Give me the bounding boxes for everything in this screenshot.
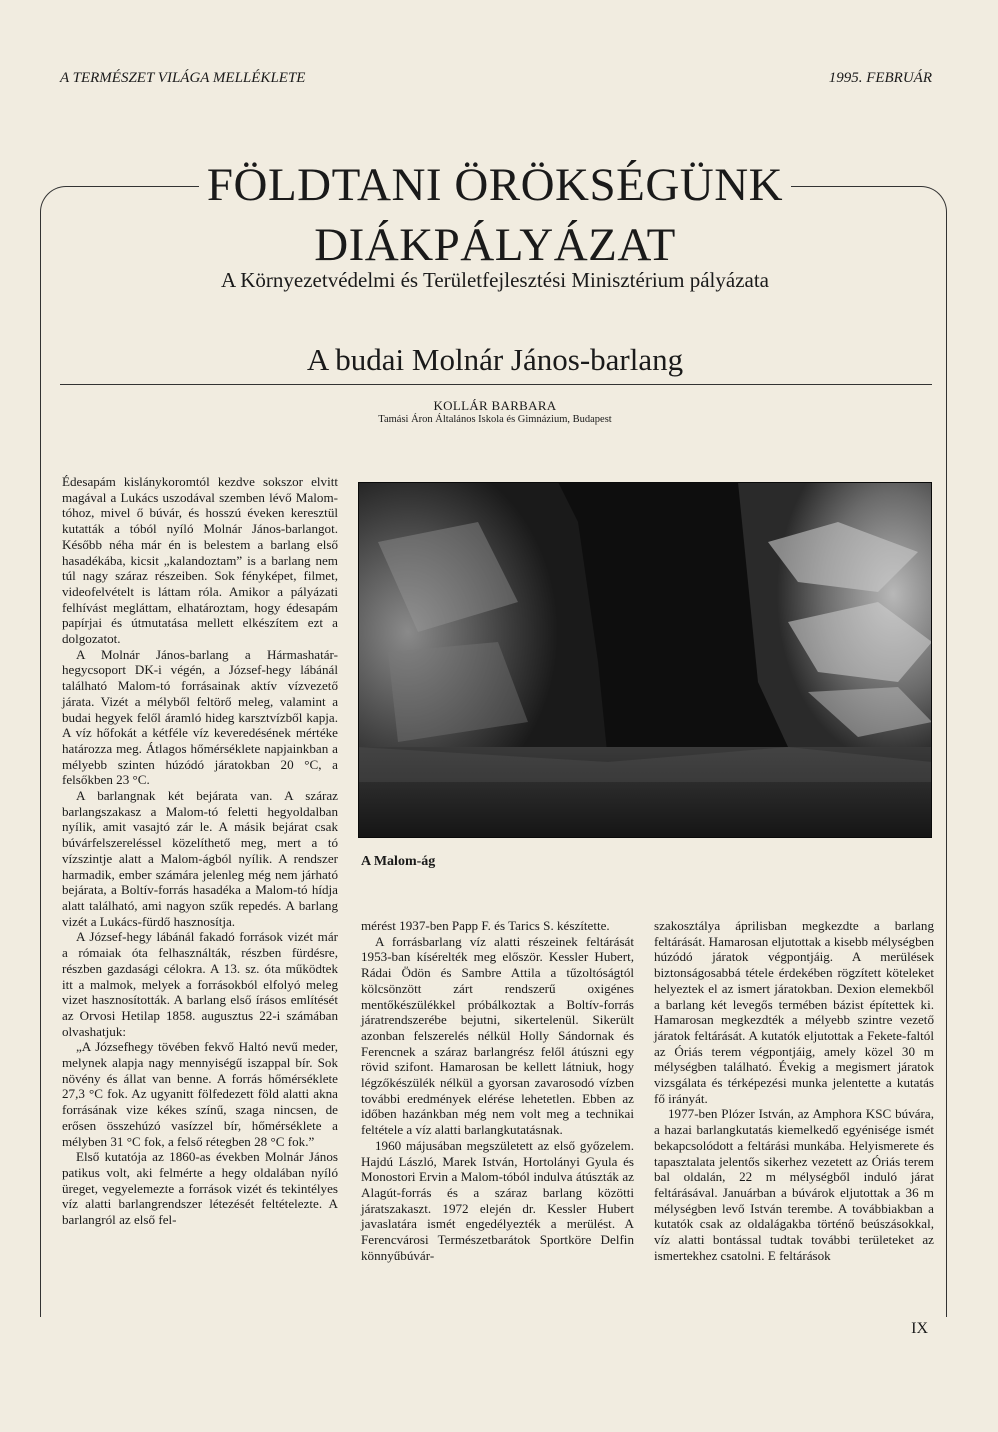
subtitle: A Környezetvédelmi és Területfejlesztési Minisztérium pályázata: [220, 268, 770, 292]
paragraph: A Molnár János-barlang a Hármashatár-hegycsoport DK-i végén, a József-hegy lábánál található Malom-tó forrásainak aktív vízvezető járata. Vizét a mélyből feltörő meleg, valamint a budai hegyek felől áramló hideg karsztvízből kapja. A víz hőfokát a kétféle víz keveredésének mértéke határozza meg. Átlagos hőmérséklete napjainkban a mélyebb szinten húzódó járatokban 20 °C, a felsőkben 23 °C.: [62, 646, 338, 788]
article-title: A budai Molnár János-barlang: [306, 342, 684, 377]
author: KOLLÁR BARBARA: [433, 398, 557, 413]
paragraph: mérést 1937-ben Papp F. és Tarics S. készítette.: [361, 918, 610, 933]
affiliation: Tamási Áron Általános Iskola és Gimnázium, Budapest: [378, 414, 612, 425]
photo-caption: A Malom-ág: [361, 854, 436, 869]
paragraph: A József-hegy lábánál fakadó források vizét már a rómaiak óta felhasználták, részben fürdésre, részben gazdasági célokra. A 13. sz. óta működtek itt a malmok, melyek a forrásokból elfolyó meleg vizet hasznosították. A barlang első írásos említését az Orvosi Hetilap 1858. augusztus 22-i számában olvashatjuk:: [62, 929, 338, 1039]
main-title-line2: DIÁKPÁLYÁZAT: [314, 219, 676, 271]
quote-paragraph: „A Józsefhegy tövében fekvő Haltó nevű meder, melynek alapja nagy mennyiségű iszappal bír. Sok növény és állat van benne. A forrás hőmérséklete 27,3 °C fok. Az ugyanitt fölfedezett föld alatti akna forrásának vize kékes színű, szaga nincsen, de erősen összehúzó vasízzel bír, hőmérséklete a mélyben 31 °C fok, a felső rétegben 28 °C fok.”: [62, 1039, 338, 1149]
paragraph: szakosztálya áprilisban megkezdte a barlang feltárását. Hamarosan eljutottak a kisebb mélységben húzódó járatok végpontjáig. A merülések biztonságosabbá tétele érdekében rögzített köteleket helyeztek el az ismert járatokban. Dexion elemekből a barlang két levegős termében bázist építettek ki. Hamarosan megkezdték a mélyebb szintre vezető járatok feltárását. A kutatók eljutottak a Fekete-faltól az Óriás terem végpontjáig, amely közel 30 m mélységben található. Évekig a megismert járatok vizsgálata és térképezési munka jelentette a kutatás fő irányát.: [654, 918, 934, 1106]
cave-photo-image: [358, 482, 932, 838]
paragraph: A forrásbarlang víz alatti részeinek feltárását 1953-ban kísérelték meg először. Kessler Hubert, Rádai Ödön és Sambre Attila a tűzoltóságtól kölcsönzött zárt rendszerű oxigénes mentőkészülékkel próbálkoztak a Boltív-forrás járatrendszerébe bejutni, sikertelenül. Sikerült azonban felszerelés nélkül Holly Sándornak és Ferencnek a száraz barlangrész felől átúszni egy rövid szifont. Hamarosan be kellett látniuk, hogy légzőkészülék nélkül a gyorsan zavarosodó vízben további eredmények elérése lehetetlen. Ebben az időben hazánkban még nem volt meg a technikai feltétele a víz alatti barlangkutatásnak.: [361, 933, 634, 1138]
main-title-line1: FÖLDTANI ÖRÖKSÉGÜNK: [40, 162, 950, 209]
text-column-3: [654, 918, 934, 1263]
paragraph: Első kutatója az 1860-as években Molnár János patikus volt, aki felmérte a hegy oldalában nyíló üreget, vegyelemezte a források vizét és tekintélyes víz alatti barlangrendszer létezését feltételezte. A barlangról az első fel-: [62, 1149, 338, 1228]
paragraph: Édesapám kislánykoromtól kezdve sokszor elvitt magával a Lukács uszodával szemben lévő Malom-tóhoz, mivel ő búvár, és hosszú éveken keresztül kutatták a tóból nyíló Molnár János-barlangot. Később néha már én is belestem a barlang első hasadékába, kicsit „kalandoztam” is a barlang nem túl nagy száraz részeiben. Sok fényképet, filmet, videofelvételt is láttam róla. Amikor a pályázati felhívást megláttam, elhatároztam, hogy édesapám papírjai és útmutatása mellett elkészítem ezt a dolgozatot.: [62, 474, 338, 647]
running-header-left: A TERMÉSZET VILÁGA MELLÉKLETE: [60, 70, 306, 86]
text-column-1: [62, 474, 338, 1228]
paragraph: 1977-ben Plózer István, az Amphora KSC búvára, a hazai barlangkutatás kiemelkedő egyénisége ismét bekapcsolódott a feltárási munkába. Helyismerete és tapasztalata jelentős sikerhez vezetett az Óriás terem bal oldalán, 22 m mélységből induló járat feltárásával. Januárban a búvárok eljutottak a 36 m mélységben levő István terembe. A továbbiakban a kutatók csak az oldalágakba történő beúszásokkal, víz alatti bontással tudtak további területeket az ismertekhez csatolni. E feltárások: [654, 1106, 934, 1263]
paragraph: A barlangnak két bejárata van. A száraz barlangszakasz a Malom-tó feletti hegyoldalban nyílik, amit vasajtó zár le. A másik bejárat csak búvárfelszereléssel közelíthető meg, mert a tó vízszintje alatt a Malom-ágból nyílik. A rendszer harmadik, ember számára jelenleg még nem járható bejárata, a Boltív-forrás hasadéka a Malom-tó hídja alatt található, ami nagyon szűk repedés. A barlang vizét a Lukács-fürdő hasznosítja.: [62, 788, 338, 929]
cave-photo: [358, 482, 932, 838]
paragraph: 1960 májusában megszületett az első győzelem. Hajdú László, Marek István, Hortolányi Gyula és Monostori Ervin a Malom-tóból indulva átúszták az Alagút-forrás és a száraz barlang közötti járatszakaszt. 1972 elején dr. Kessler Hubert javaslatára ismét engedélyezték a merülést. A Ferencvárosi Természetbarátok Sportköre Delfin könnyűbúvár-: [361, 1137, 634, 1263]
running-header-right: 1995. FEBRUÁR: [828, 70, 932, 86]
title-rule: [60, 384, 932, 385]
page-number: IX: [911, 1320, 928, 1337]
text-column-2: [361, 918, 634, 1263]
